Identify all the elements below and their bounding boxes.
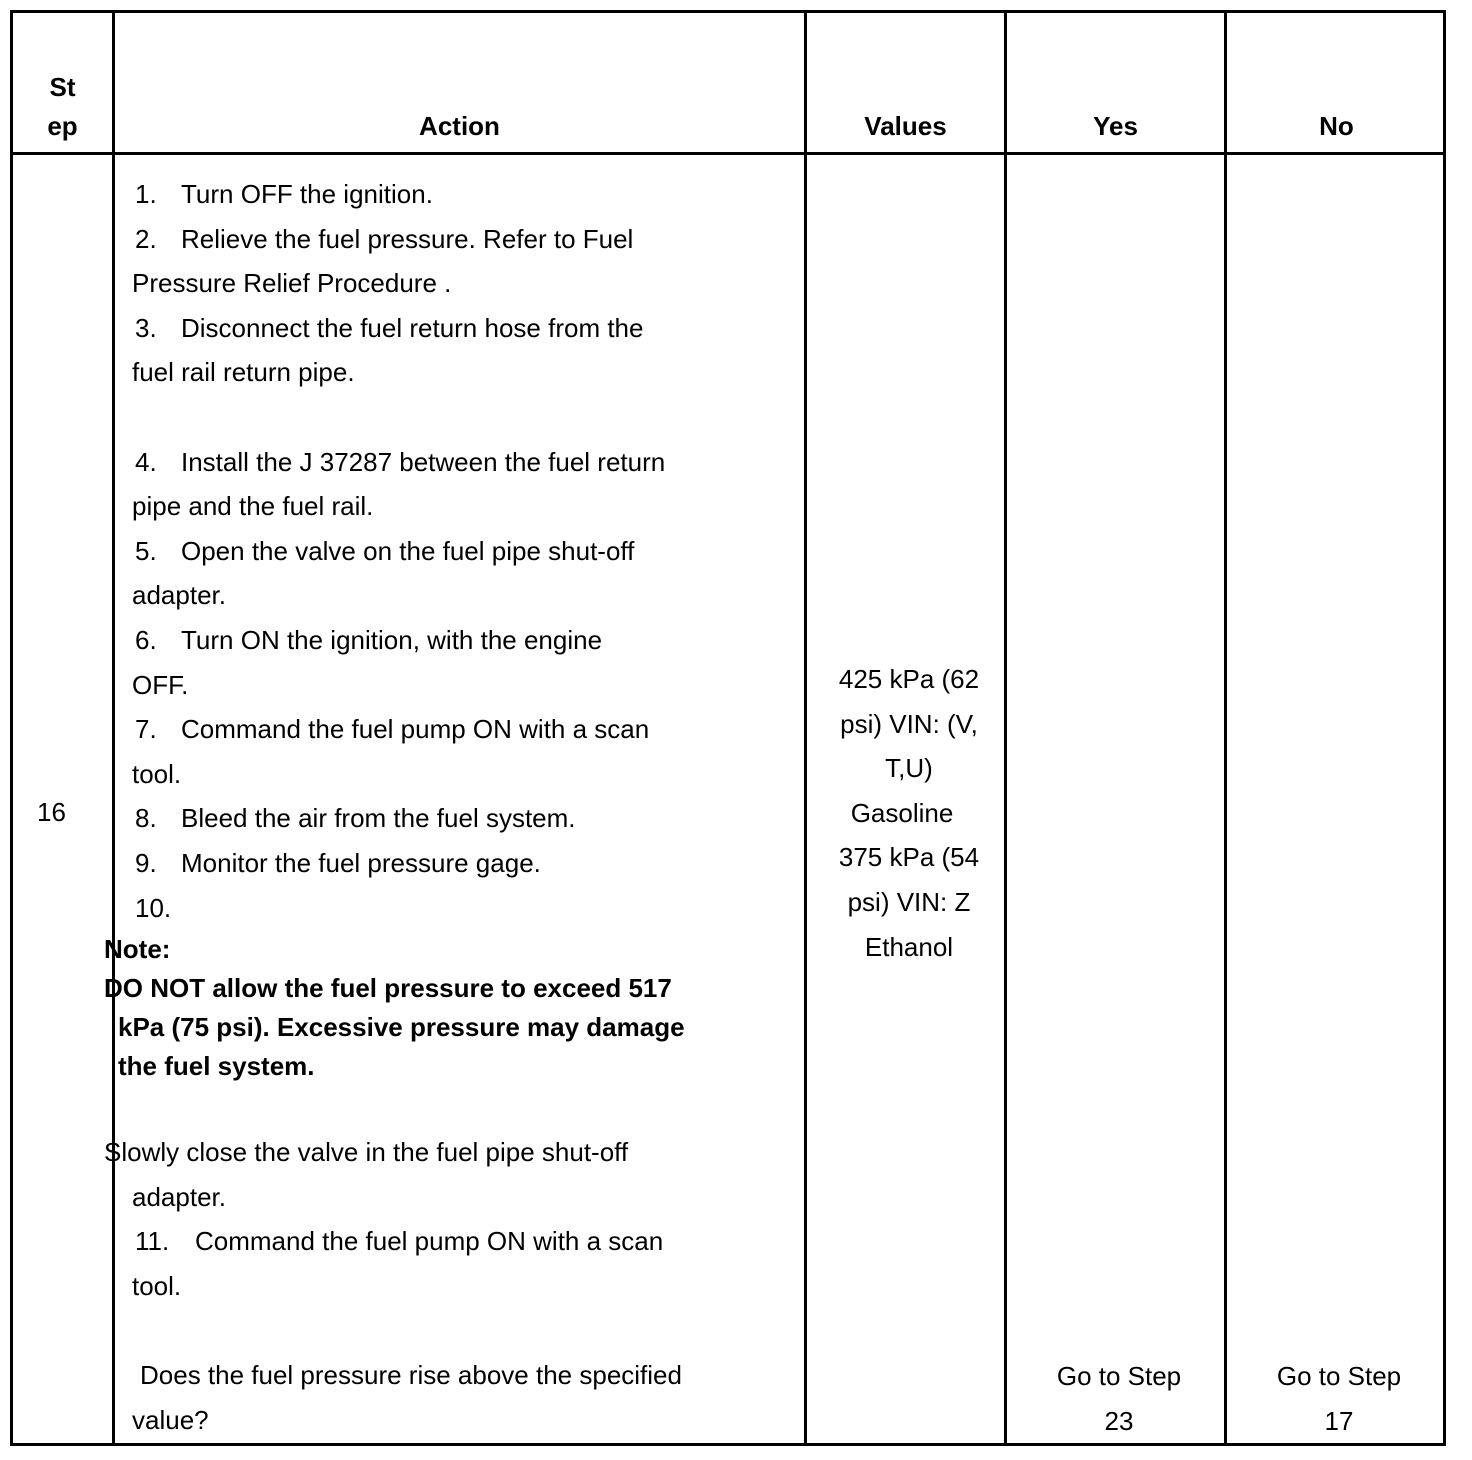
question: value? xyxy=(132,1404,209,1435)
note-text: DO NOT allow the fuel pressure to exceed 517 xyxy=(104,973,672,1004)
yes-cell: Go to Step 23 xyxy=(1056,1361,1182,1436)
list-item: 9. Monitor the fuel pressure gage. xyxy=(135,847,541,878)
note-text: the fuel system. xyxy=(118,1051,315,1082)
list-item-continuation: adapter. xyxy=(132,1181,226,1212)
list-item-continuation: adapter. xyxy=(132,580,226,611)
note-label: Note: xyxy=(104,934,171,965)
list-item: 1. Turn OFF the ignition. xyxy=(135,179,433,209)
list-item: 8. Bleed the air from the fuel system. xyxy=(135,803,576,834)
spacer xyxy=(118,395,738,440)
column-divider xyxy=(1224,13,1227,1443)
question: Does the fuel pressure rise above the specified xyxy=(140,1360,682,1391)
header-values: Values xyxy=(864,111,947,141)
list-item: 2. Relieve the fuel pressure. Refer to Fuel xyxy=(135,223,634,254)
header-action: Action xyxy=(419,111,500,141)
no-cell: Go to Step 17 xyxy=(1276,1361,1402,1436)
header-yes: Yes xyxy=(1093,111,1138,141)
list-item-continuation: tool. xyxy=(132,758,182,789)
header-step xyxy=(13,68,112,146)
list-item: 4. Install the J 37287 between the fuel return xyxy=(135,446,666,477)
column-divider xyxy=(112,13,115,1443)
spacer xyxy=(118,1086,738,1130)
step-number: 16 xyxy=(37,797,66,827)
list-item: 3. Disconnect the fuel return hose from the xyxy=(135,312,644,343)
header-divider xyxy=(13,152,1443,155)
action-cell xyxy=(104,172,738,1442)
list-item-continuation: fuel rail return pipe. xyxy=(132,357,355,388)
list-item: 5. Open the valve on the fuel pipe shut-off xyxy=(135,535,635,566)
list-item: 7. Command the fuel pump ON with a scan xyxy=(135,714,650,745)
list-item: 10. xyxy=(135,892,172,923)
note-text: kPa (75 psi). Excessive pressure may damage xyxy=(118,1012,685,1043)
diagnostic-table xyxy=(10,10,1446,1446)
spacer xyxy=(118,1308,738,1353)
list-item: Slowly close the valve in the fuel pipe shut-off xyxy=(104,1137,629,1168)
column-divider xyxy=(804,13,807,1443)
list-item-continuation: tool. xyxy=(132,1270,182,1301)
header-step-line2: ep xyxy=(47,111,78,141)
list-item-continuation: OFF. xyxy=(132,669,189,700)
header-no: No xyxy=(1319,111,1354,141)
values-cell: 425 kPa (62 psi) VIN: (V, T,U) Gasoline 375 kPa (54 psi) VIN: Z Ethanol xyxy=(838,664,980,962)
header-step-line1: St xyxy=(49,72,76,102)
list-item: 6. Turn ON the ignition, with the engine xyxy=(135,624,603,655)
list-item-continuation: pipe and the fuel rail. xyxy=(132,491,374,522)
list-item-continuation: Pressure Relief Procedure . xyxy=(132,268,452,299)
list-item: 11. Command the fuel pump ON with a scan xyxy=(135,1226,664,1257)
